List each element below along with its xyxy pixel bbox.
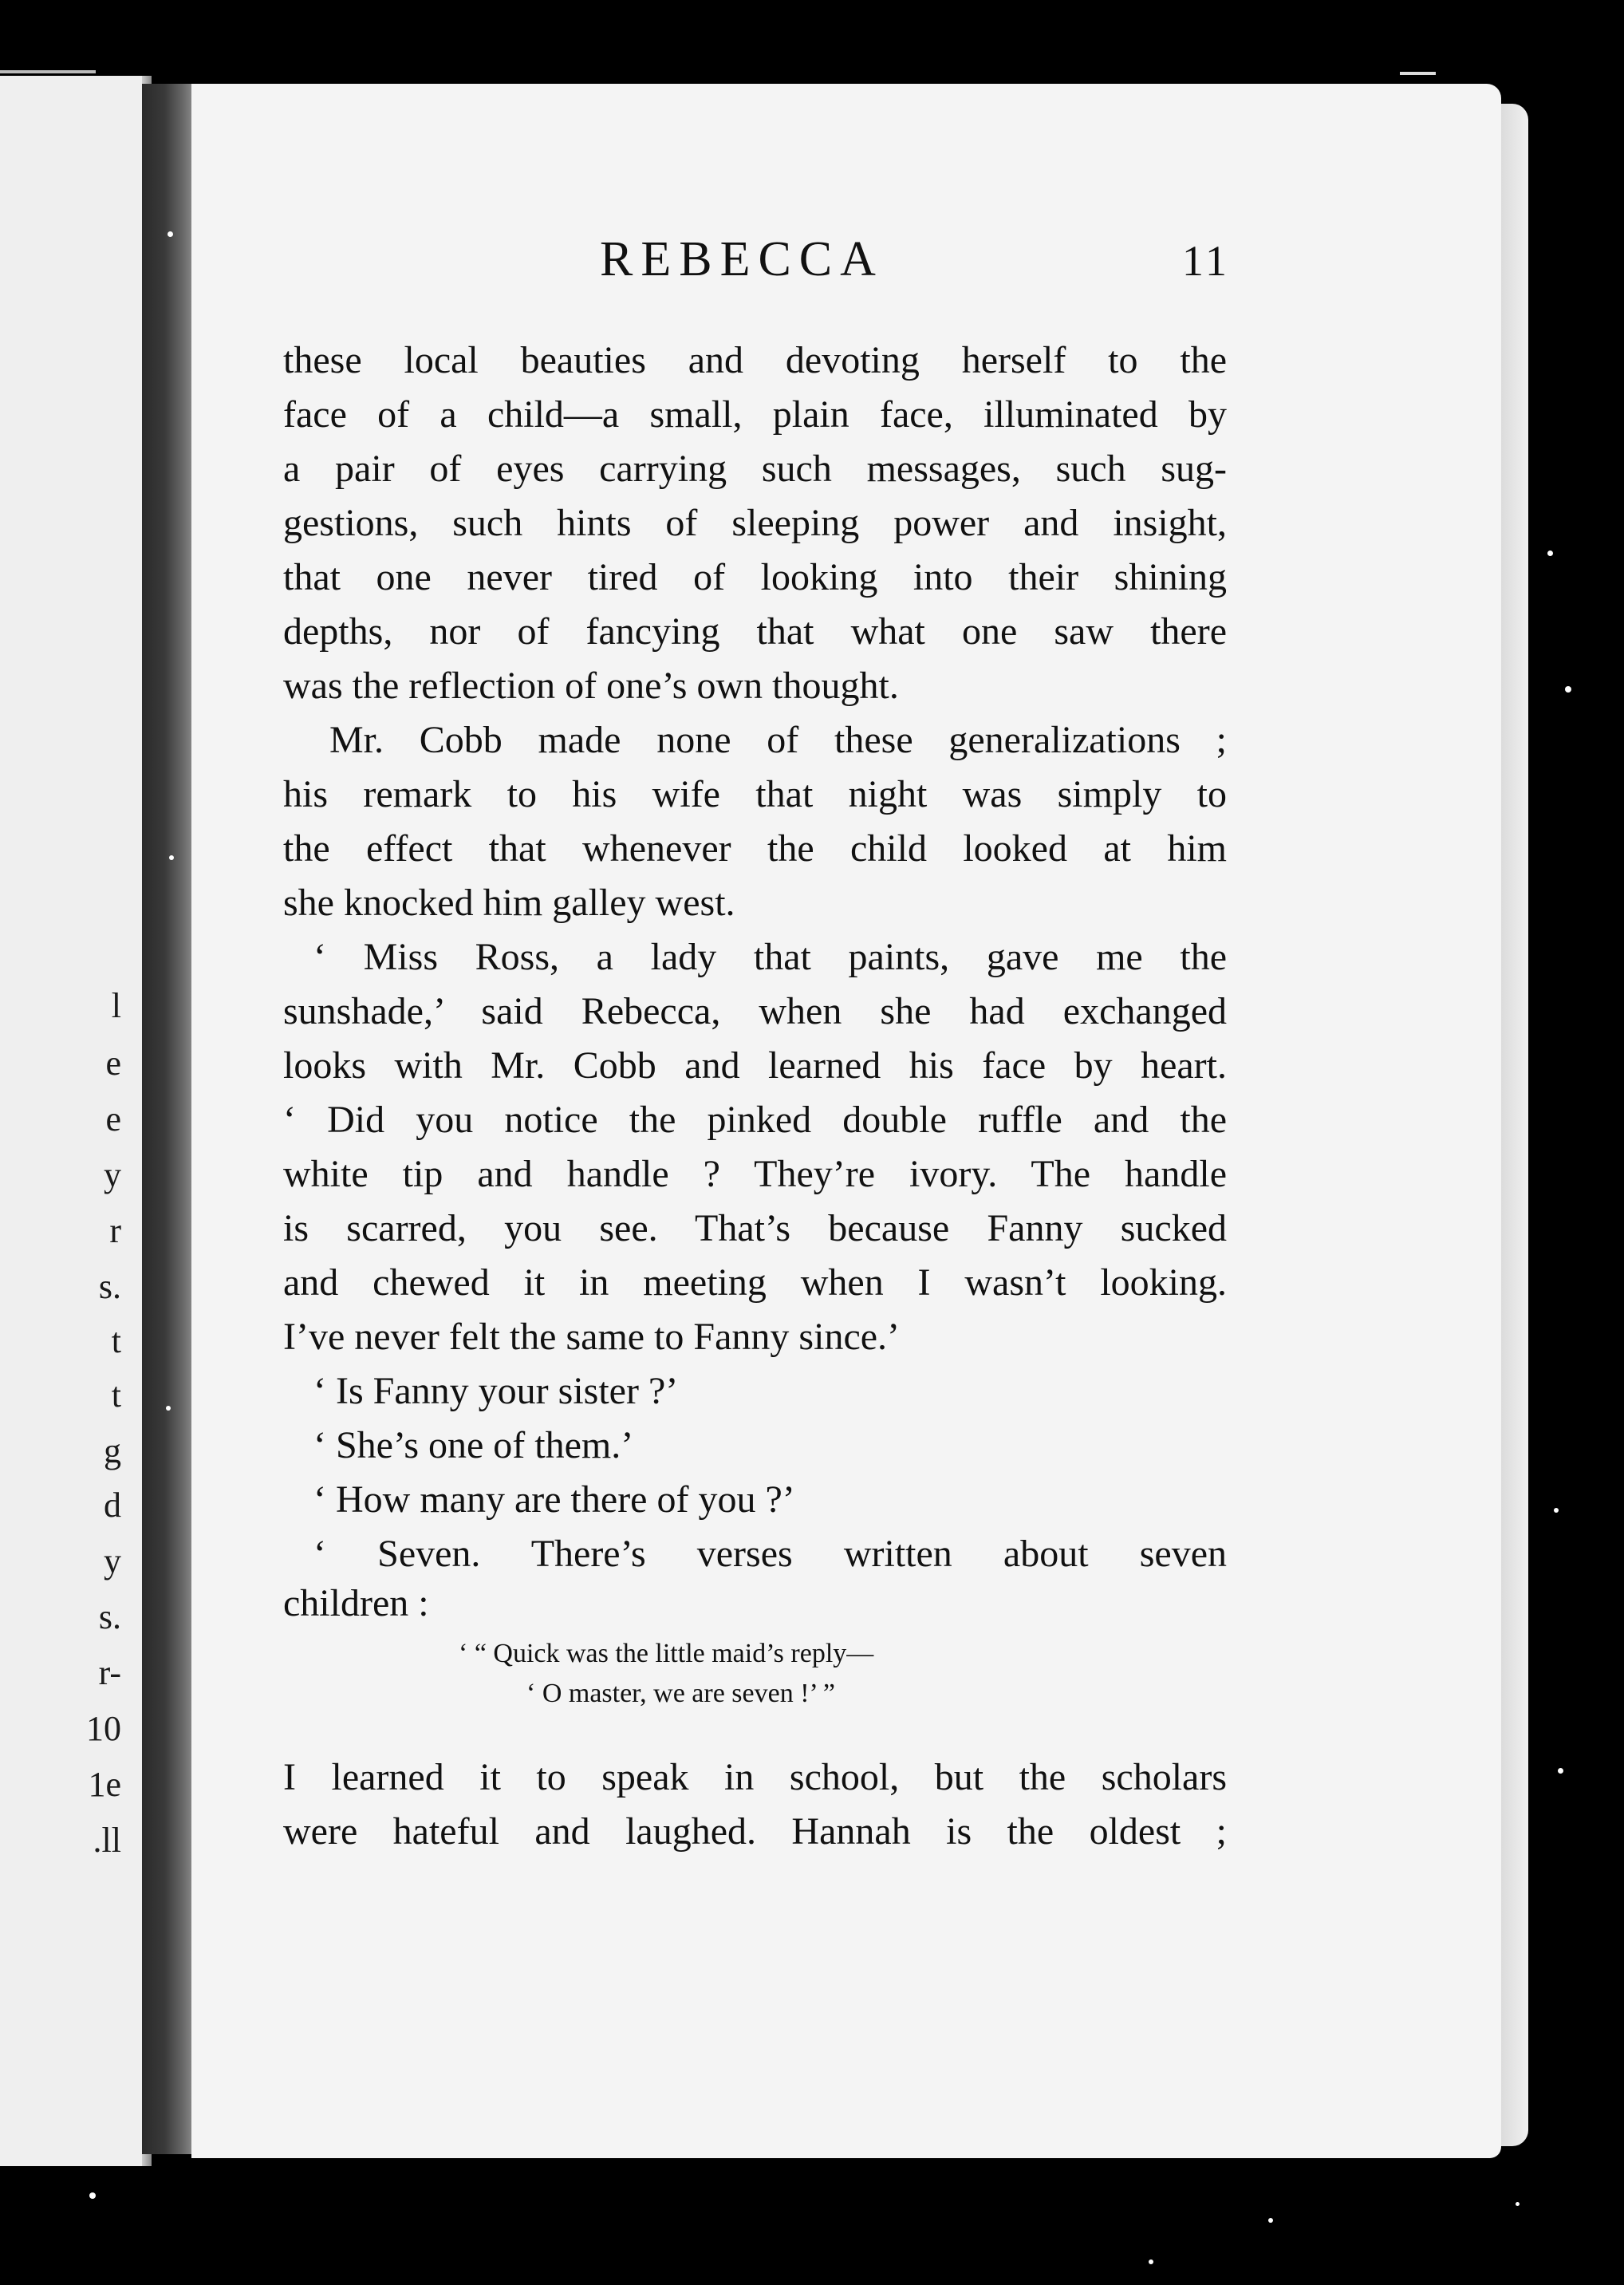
dust-speck — [166, 1406, 171, 1411]
film-scratch — [1400, 72, 1436, 75]
text-line: white tip and handle ? They’re ivory. The handle — [283, 1153, 1227, 1195]
text-line: a pair of eyes carrying such messages, such sug- — [283, 448, 1227, 490]
verse-gap — [283, 1714, 1227, 1750]
text-line: ‘ How many are there of you ?’ — [313, 1478, 795, 1521]
left-fragment: t — [111, 1375, 121, 1415]
text-line: children : — [283, 1582, 429, 1624]
text-line: his remark to his wife that night was simply to — [283, 773, 1227, 815]
text-line: that one never tired of looking into their shining — [283, 556, 1227, 598]
left-fragment: s. — [98, 1267, 121, 1306]
dust-speck — [1149, 2259, 1153, 2264]
text-line: I’ve never felt the same to Fanny since.’ — [283, 1316, 901, 1358]
text-line: the effect that whenever the child looked at him — [283, 827, 1227, 870]
dust-speck — [1565, 686, 1571, 693]
left-facing-page — [0, 76, 152, 2166]
text-line: she knocked him galley west. — [283, 882, 735, 924]
verse-line: ‘ O master, we are seven !’ ” — [526, 1679, 835, 1708]
dust-speck — [1268, 2218, 1273, 2223]
dust-speck — [169, 855, 174, 860]
left-fragment: 1e — [88, 1765, 121, 1804]
left-fragment: g — [104, 1431, 121, 1470]
dust-speck — [1558, 1768, 1563, 1774]
text-line: looks with Mr. Cobb and learned his face by heart. — [283, 1044, 1227, 1087]
verse-line: ‘ “ Quick was the little maid’s reply— — [459, 1639, 874, 1668]
text-line: sunshade,’ said Rebecca, when she had exchanged — [283, 990, 1227, 1032]
text-line: and chewed it in meeting when I wasn’t looking. — [283, 1261, 1227, 1304]
dust-speck — [89, 2192, 96, 2199]
left-fragment: l — [111, 986, 121, 1025]
text-line: these local beauties and devoting herself to the — [283, 339, 1227, 381]
text-line: ‘ Miss Ross, a lady that paints, gave me the — [313, 936, 1227, 978]
left-fragment: 10 — [86, 1709, 121, 1748]
dust-speck — [1516, 2202, 1520, 2206]
left-fragment: t — [111, 1321, 121, 1360]
left-fragment: e — [105, 1044, 121, 1083]
dust-speck — [1547, 551, 1553, 556]
text-line: ‘ Seven. There’s verses written about seven — [313, 1533, 1227, 1575]
dust-speck — [168, 231, 173, 237]
text-line: gestions, such hints of sleeping power and insight, — [283, 502, 1227, 544]
page-edge — [1496, 104, 1528, 2146]
left-fragment: d — [104, 1486, 121, 1525]
film-scratch — [0, 70, 96, 73]
left-fragment: .ll — [93, 1821, 121, 1860]
running-title: REBECCA — [600, 232, 884, 286]
text-line: is scarred, you see. That’s because Fanny sucked — [283, 1207, 1227, 1249]
left-fragment: y — [104, 1155, 121, 1194]
dust-speck — [1554, 1508, 1559, 1513]
text-line: I learned it to speak in school, but the scholars — [283, 1756, 1227, 1798]
left-fragment: e — [105, 1099, 121, 1139]
text-line: ‘ She’s one of them.’ — [313, 1424, 634, 1466]
text-line: Mr. Cobb made none of these generalizations ; — [329, 719, 1227, 761]
running-head — [0, 231, 1624, 295]
left-fragment: y — [104, 1541, 121, 1581]
text-line: were hateful and laughed. Hannah is the oldest ; — [283, 1810, 1227, 1853]
text-line: depths, nor of fancying that what one saw there — [283, 610, 1227, 653]
text-line: face of a child—a small, plain face, illuminated by — [283, 393, 1227, 436]
body-text — [283, 333, 1227, 1859]
text-line: ‘ Did you notice the pinked double ruffle and the — [283, 1099, 1227, 1141]
left-fragment: s. — [98, 1597, 121, 1636]
page-number: 11 — [1182, 237, 1230, 285]
text-line: was the reflection of one’s own thought. — [283, 665, 899, 707]
left-fragment: r — [109, 1211, 121, 1250]
text-line: ‘ Is Fanny your sister ?’ — [313, 1370, 679, 1412]
left-fragment: r- — [98, 1653, 121, 1692]
